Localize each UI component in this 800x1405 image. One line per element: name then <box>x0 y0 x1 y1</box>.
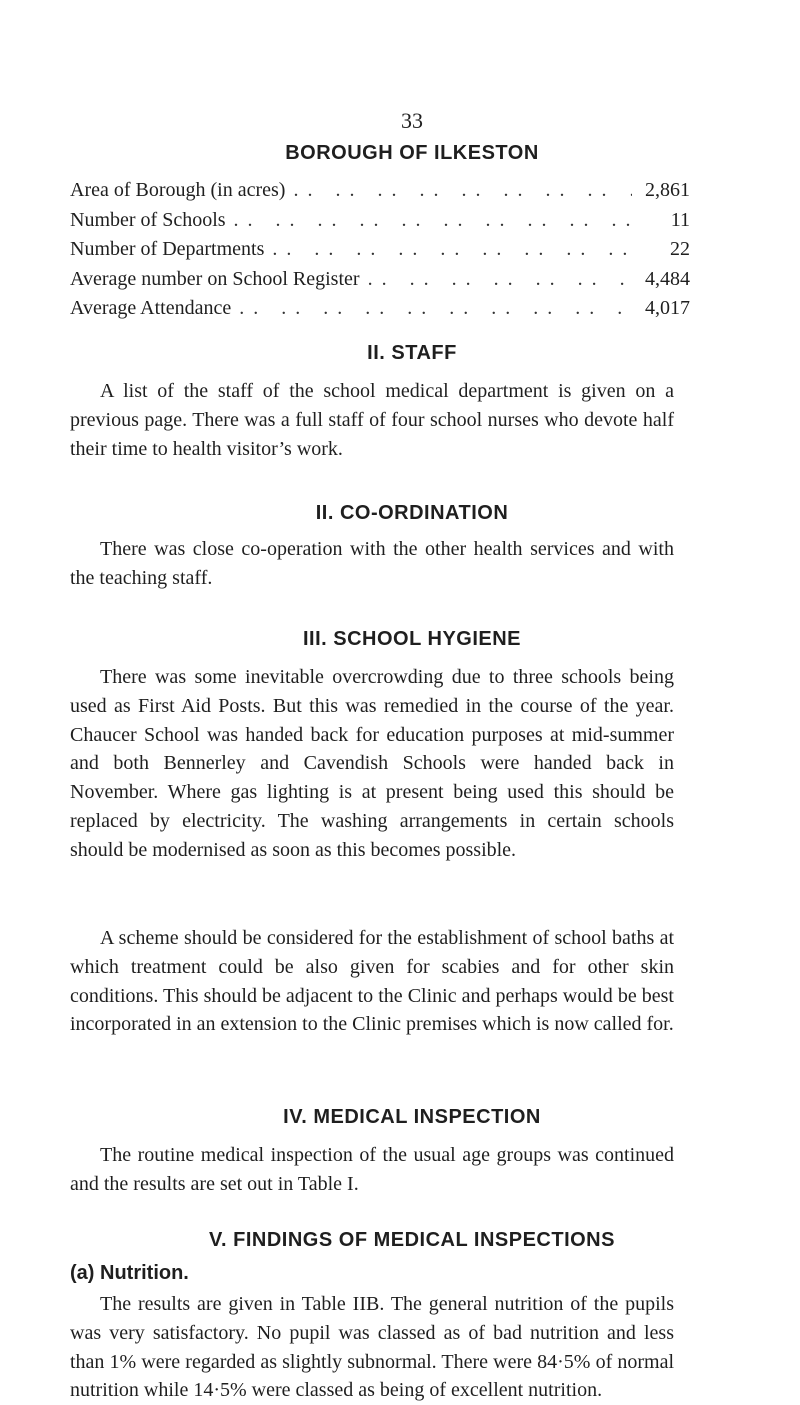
stat-row-departments <box>70 235 690 265</box>
paragraph-coordination: There was close co-operation with the other health services and with the teaching staff. <box>70 538 674 589</box>
subheading-nutrition: (a) Nutrition. <box>70 1262 189 1284</box>
paragraph-school-hygiene-2: A scheme should be considered for the establishment of school baths at which treatment could be also given for scabies and for other skin conditions. This should be adjacent to the Clinic and perhaps would be best incorporated in an extension to the Clinic premises which is now called for. <box>70 927 674 1036</box>
stat-row-area <box>70 176 690 206</box>
borough-statistics <box>70 176 690 324</box>
section-heading-coordination: II. CO-ORDINATION <box>315 502 509 524</box>
page-title: BOROUGH OF ILKESTON <box>285 142 539 164</box>
stat-value: 11 <box>670 208 690 231</box>
stat-label: Number of Schools <box>70 208 226 231</box>
dot-leader <box>272 235 632 265</box>
dot-leader <box>368 265 632 295</box>
section-heading-staff: II. STAFF <box>367 342 457 364</box>
section-heading-findings: V. FINDINGS OF MEDICAL INSPECTIONS <box>209 1229 615 1251</box>
paragraph-school-hygiene-1: There was some inevitable overcrowding due to three schools being used as First Aid Posts. But this was remedied in the course of the year. Chaucer School was handed back for education purposes at mid-summer and both Bennerley and Cavendish Schools were handed back in November. Where gas lighting is at present being used this should be replaced by electricity. The washing arrangements in certain schools should be modernised as soon as this becomes possible. <box>70 666 674 861</box>
dot-leader <box>239 294 632 324</box>
paragraph-medical-inspection: The routine medical inspection of the usual age groups was continued and the results are set out in Table I. <box>70 1144 674 1195</box>
section-heading-school-hygiene: III. SCHOOL HYGIENE <box>302 628 522 650</box>
paragraph-nutrition: The results are given in Table IIB. The general nutrition of the pupils was very satisfactory. No pupil was classed as of bad nutrition and less than 1% were regarded as slightly subnormal. There were 84·5% of normal nutrition while 14·5% were classed as being of excellent nutrition. <box>70 1293 674 1402</box>
paragraph-staff: A list of the staff of the school medical department is given on a previous page. There was a full staff of four school nurses who devote half their time to health visitor’s work. <box>70 380 674 460</box>
stat-label: Area of Borough (in acres) <box>70 179 286 201</box>
stat-value: 4,017 <box>645 297 690 319</box>
stat-row-schools <box>70 206 690 236</box>
stat-value: 22 <box>670 238 690 260</box>
page-number: 33 <box>401 108 423 133</box>
dot-leader <box>234 206 632 236</box>
stat-value: 4,484 <box>645 267 690 290</box>
stat-label: Average Attendance <box>70 297 232 319</box>
section-heading-medical-inspection: IV. MEDICAL INSPECTION <box>283 1106 541 1128</box>
stat-row-register <box>70 265 690 295</box>
dot-leader <box>293 176 632 206</box>
stat-label: Number of Departments <box>70 238 265 260</box>
stat-row-attendance <box>70 294 690 324</box>
stat-value: 2,861 <box>645 179 690 201</box>
stat-label: Average number on School Register <box>70 267 360 290</box>
